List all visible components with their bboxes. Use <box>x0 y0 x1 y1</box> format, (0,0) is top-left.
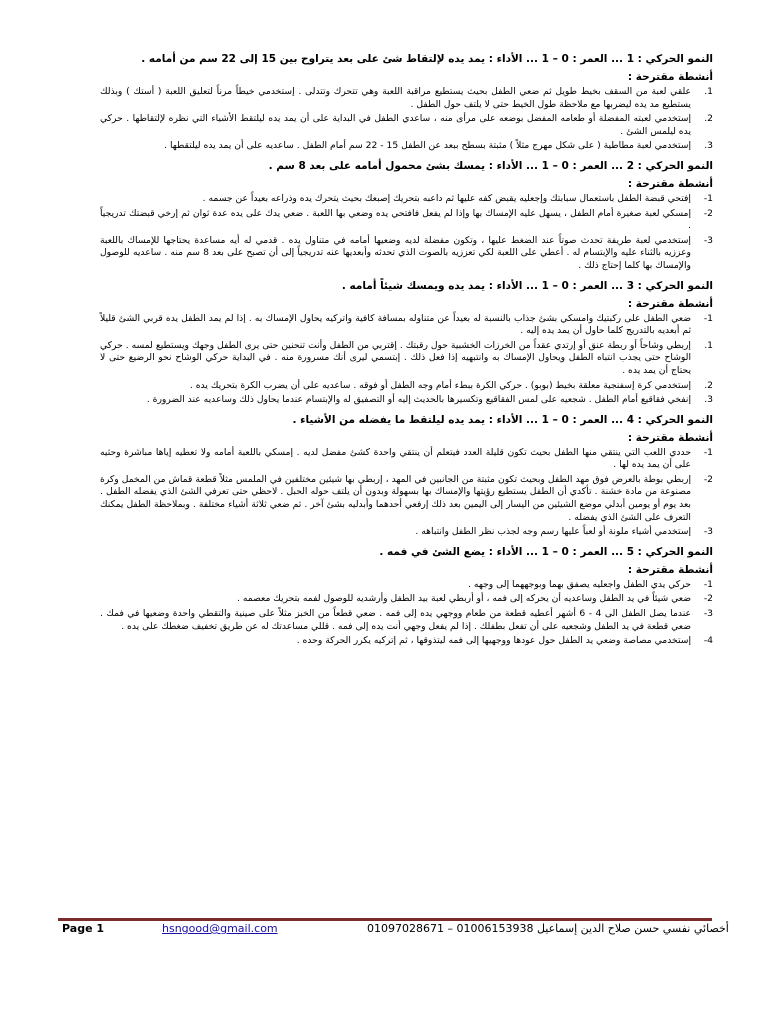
item-text: حددي اللعب التي ينتقي منها الطفل بحيث تكون قليلة العدد فيتعلم أن ينتقي واحدة كشئ مفضل لديه . إمسكي باللعبة أمامه ولا تعطيه إياها مباشرة وحثيه على أن يمد يده لها . <box>100 446 691 471</box>
list-item <box>100 608 713 633</box>
item-text: ضعي الطفل على ركبتيك وامسكي بشئ جذاب بالنسبة له بعيداً عن متناوله بمسافة كافية واتركيه يحاول الإمساك به . إذا لم يمد الطفل يده قربي الشئ قليلاً ثم أبعديه بالتدريج كلما حاول أن يمد يده إليه . <box>100 312 691 337</box>
item-text: إستخدمي أشياء ملونة أو لعباً عليها رسم وجه لجذب نظر الطفل وانتباهه . <box>415 526 691 538</box>
item-text: إستخدمي كرة إسفنجية معلقة بخيط (بوبو) . حركي الكرة ببطء أمام وجه الطفل أو فوقه . ساعديه على أن يضرب الكرة بتحريك يده . <box>189 379 691 391</box>
list-item <box>100 235 713 273</box>
activities-list <box>100 579 713 648</box>
activities-heading: أنشطة مقترحة : <box>627 297 713 310</box>
item-number: 2- <box>703 207 713 219</box>
page-footer <box>62 922 729 940</box>
activities-list <box>100 86 713 153</box>
list-item <box>100 447 713 472</box>
item-number: 2. <box>704 379 713 391</box>
activities-list <box>100 447 713 539</box>
activities-list <box>100 313 713 407</box>
activities-heading: أنشطة مقترحة : <box>627 431 713 444</box>
activities-heading: أنشطة مقترحة : <box>627 71 713 83</box>
item-number: 3. <box>704 394 713 406</box>
item-number: 3- <box>703 608 713 620</box>
item-number: 3- <box>703 234 713 246</box>
item-number: 2- <box>703 593 713 605</box>
item-number: 4- <box>703 635 713 647</box>
list-item <box>100 208 713 233</box>
motor-section <box>100 545 713 648</box>
item-number: 1- <box>703 192 713 204</box>
item-number: 1. <box>704 86 713 97</box>
item-text: إنفخي فقاقيع أمام الطفل . شجعيه على لمس الفقاقيع وتكسيرها بالحديث إليه أو التصفيق له والإبتسام عندما يحاول ذلك وساعديه عند الضرورة . <box>146 394 691 406</box>
item-text: ضعي شيئاً في يد الطفل وساعديه أن يحركه إلى فمه ، أو أربطي لعبة بيد الطفل وأرشديه للوصول لفمه بتحريك معصمه . <box>236 593 691 605</box>
motor-section <box>100 52 713 153</box>
list-item <box>100 579 713 592</box>
item-text: إربطي بوطة بالعرض فوق مهد الطفل وبحيث تكون مثبتة من الجانبين في المهد ، إربطي بها شيئين مختلفين في الملمس مثلاً قطعة قماش من المخمل وكرة مصنوعة من مادة خشنة . تأكدي أن الطفل يستطيع رؤيتها والإمساك بها بسهولة وبدون أن يلتف حوله الحبل . لاحظي حتى تعرفي الشئ الذي يفضله الطفل . بعد يوم أو يومين أبدلي موضع الشيئين من اليسار إلى اليمين بعد ذلك إرفعي أحدهما وأبدليه بشئ آخر . ثم ضعي ثلاثة أشياء مختلفة . وبملاحظة الطفل يمكنك التعرف على الشئ الذي يفضله . <box>100 473 691 523</box>
item-number: 2. <box>704 113 713 125</box>
list-item <box>100 593 713 606</box>
item-text: إستخدمي لعبة مطاطية ( على شكل مهرج مثلاً ) مثبتة بسطح ببعد عن الطفل 15 - 22 سم أمام الطفل . ساعديه على أن يمد يده ليلتقطها . <box>164 140 691 152</box>
list-item <box>100 474 713 524</box>
motor-section <box>100 159 713 273</box>
list-item <box>100 86 713 111</box>
item-text: إستخدمي مصاصة وضعي يد الطفل حول عودها ووجهيها إلى فمه ليتذوقها ، ثم إتركيه يكرر الحركة وحده . <box>296 635 691 647</box>
email-link[interactable]: hsngood@gmail.com <box>162 922 278 935</box>
list-item <box>100 394 713 407</box>
item-number: 1- <box>703 312 713 324</box>
item-text: إمسكي لعبة صغيرة أمام الطفل ، يسهل عليه الإمساك بها وإذا لم يفعل فافتحي يده وضعي بها اللعبة . ضعي يدك على يده عدة ثوان ثم إرخي قبضتك تدريجياً . <box>100 207 691 232</box>
item-number: 3- <box>703 526 713 538</box>
item-number: 2- <box>703 473 713 485</box>
activities-list <box>100 193 713 273</box>
list-item <box>100 113 713 138</box>
section-title: النمو الحركي : 2 ... العمر : 0 – 1 ... الأداء : يمسك بشئ محمول أمامه على بعد 8 سم . <box>268 159 713 172</box>
document-body <box>100 52 713 654</box>
item-text: علقي لعبة من السقف بخيط طويل ثم ضعي الطفل بحيث يستطيع مراقبة اللعبة وهي تتحرك وتتدلى . إستخدمي خيطاً مرناً لتعليق اللعبة ( أستك ) وبذلك يستطيع مد يده ليضربها مع ملاحظة طول الخيط حتى لا يلتف حول الطفل . <box>100 86 691 110</box>
list-item <box>100 526 713 539</box>
section-title: النمو الحركي : 5 ... العمر : 0 – 1 ... الأداء : يضع الشئ في فمه . <box>379 545 713 558</box>
item-number: 1- <box>703 578 713 590</box>
footer-credits: أخصائي نفسي حسن صلاح الدين إسماعيل 01006153938 – 01097028671 <box>367 922 729 935</box>
list-item <box>100 635 713 648</box>
section-title: النمو الحركي : 4 ... العمر : 0 – 1 ... الأداء : يمد يده ليلتقط ما يفضله من الأشياء . <box>292 413 713 426</box>
item-text: حركي يدي الطفل واجعليه يصفق بهما وبوجههما إلى وجهه . <box>468 578 691 590</box>
item-text: إستخدمي لعبته المفضلة أو طعامه المفضل بوضعه على مرأى منه ، ساعدي الطفل في البداية على أن يمد يده ليلتقط الأشياء التي نظره لإلتقاطها . حركي يده ليلمس الشئ . <box>100 113 691 137</box>
list-item <box>100 380 713 393</box>
item-text: إستخدمي لعبة طريفة تحدث صوتاً عند الضغط عليها ، وتكون مفضلة لديه وضعيها أمامه في متناول يده . قدمي له أيه مساعدة يحتاجها للإمساك باللعبة وعززيه بالثناء عليه والإبتسام له . أعطي على اللعبة لكي تعززيه بالصوت الذي تحدثه وأبعديها عنه تدريجياً إلى أن تصبح على بعد 8 سم منه . ساعديه للوصول والإمساك بها كلما إحتاج ذلك . <box>100 234 691 271</box>
section-title: النمو الحركي : 1 ... العمر : 0 – 1 ... الأداء : يمد يده لإلتقاط شئ على بعد يتراوح بين 15 إلى 22 سم من أمامه . <box>141 53 713 65</box>
list-item <box>100 340 713 378</box>
list-item <box>100 193 713 206</box>
footer-divider <box>58 918 712 921</box>
motor-section <box>100 279 713 407</box>
activities-heading: أنشطة مقترحة : <box>627 177 713 190</box>
item-text: إربطي وشاحاً أو ربطة عنق أو إرتدي عقداً من الخرزات الخشبية حول رقبتك . إقتربي من الطفل وأنت تنحنين حتى يرى الطفل وجهك ويستطيع لمسه . حركي الوشاح حتى يجذب انتباه الطفل ويحاول الإمساك به وانتبهيه إذا فعل ذلك . إبتسمي ليرى أنك مسرورة منه . في البداية حركي الوشاح نحو الرضيع حتى لا يحتاج أن يمد يده . <box>100 339 691 376</box>
page-number: Page 1 <box>62 922 105 935</box>
list-item <box>100 140 713 153</box>
section-title: النمو الحركي : 3 ... العمر : 0 – 1 ... الأداء : يمد يده ويمسك شيئاً أمامه . <box>341 279 713 292</box>
item-number: 3. <box>704 140 713 152</box>
activities-heading: أنشطة مقترحة : <box>627 563 713 576</box>
item-text: عندما يصل الطفل الى 4 - 6 أشهر أعطيه قطعة من طعام ووجهي يده إلى فمه . ضعي قطعاً من الخبز مثلاً على صينية والتقطي واحدة وضعيها في فمك . ضعي قطعة في يد الطفل وشجعيه على أن تفعل بطفلك . إذا لم يفعل وجهي أنت يده إلى فمه . قللي مساعدتك له عن طريق تخفيف ضغطك على يده . <box>100 608 692 632</box>
item-text: إفتحي قبضة الطفل باستعمال سبابتك وإجعليه يقبض كفه عليها ثم داعبه بتحريك إصبعك بحيث يتحرك يده وذراعه بعيداً عن جسمه . <box>202 192 691 204</box>
list-item <box>100 313 713 338</box>
motor-section <box>100 413 713 539</box>
item-number: 1. <box>704 339 713 351</box>
item-number: 1- <box>703 446 713 458</box>
